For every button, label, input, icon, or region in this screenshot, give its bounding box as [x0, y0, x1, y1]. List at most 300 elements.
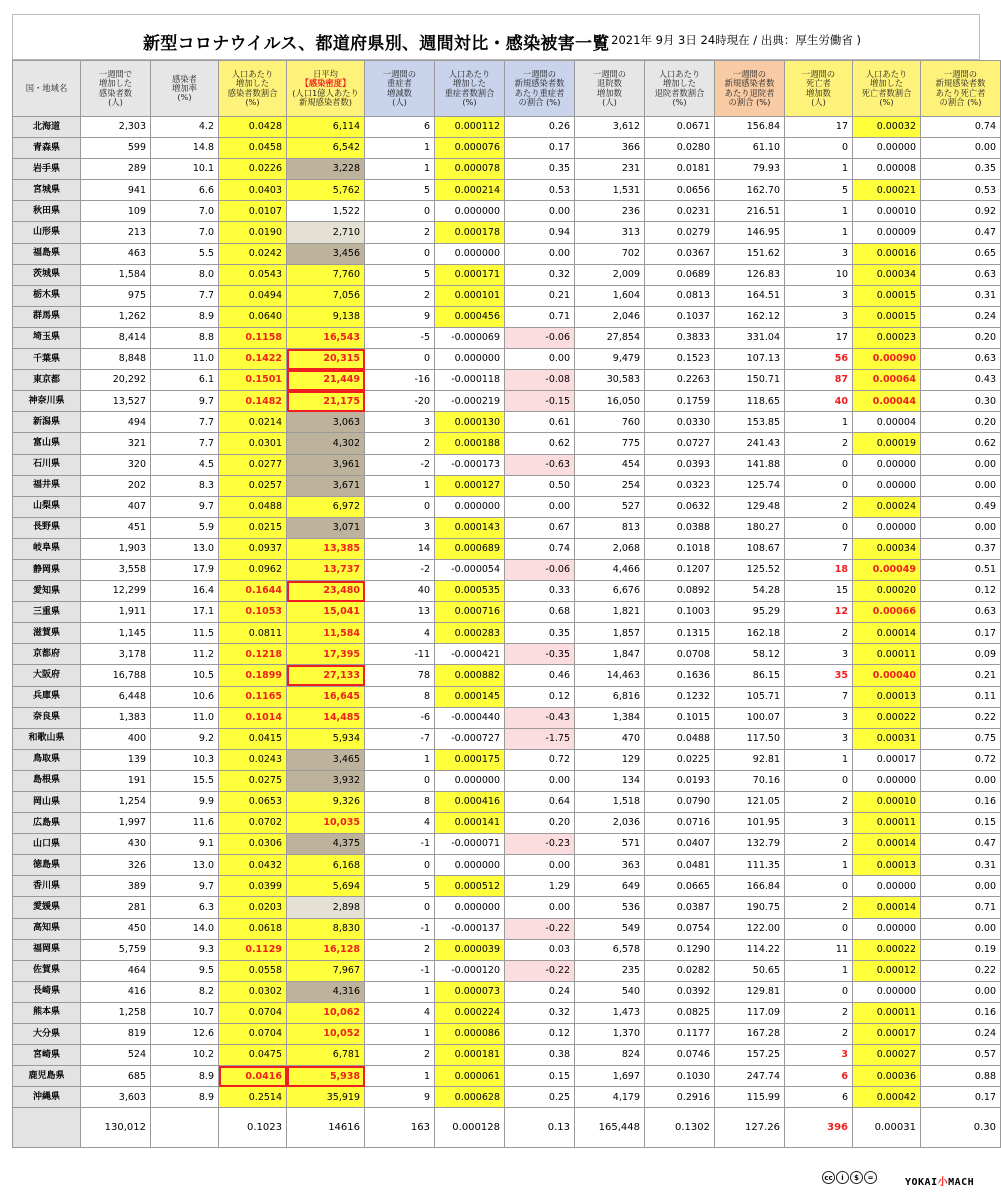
table-cell: 0.00 [505, 770, 575, 791]
header-text: (人) [108, 96, 123, 107]
table-cell: 150.71 [715, 370, 785, 391]
table-cell: 0.0107 [219, 201, 287, 222]
table-cell: 6,448 [81, 686, 151, 707]
table-cell: -0.000421 [435, 644, 505, 665]
total-cell: 130,012 [81, 1108, 151, 1148]
total-cell: 0.13 [505, 1108, 575, 1148]
table-cell: 3 [785, 644, 853, 665]
table-cell: 14.0 [151, 918, 219, 939]
table-cell: 5.9 [151, 517, 219, 538]
table-cell: 0.00011 [853, 644, 921, 665]
table-cell: 400 [81, 728, 151, 749]
table-cell: 0.37 [921, 538, 1001, 559]
table-cell: 4 [365, 1002, 435, 1023]
table-cell: 0.31 [921, 855, 1001, 876]
totals-row [13, 1108, 1001, 1148]
table-cell: 6,781 [287, 1045, 365, 1066]
table-cell: 11.5 [151, 623, 219, 644]
table-cell: 216.51 [715, 201, 785, 222]
table-cell: 5,934 [287, 728, 365, 749]
table-cell: 16,050 [575, 391, 645, 412]
table-cell: 0.1501 [219, 370, 287, 391]
total-cell: 0.00031 [853, 1108, 921, 1148]
prefecture-name: 栃木県 [13, 285, 81, 306]
table-cell: 0.11 [921, 686, 1001, 707]
table-row [13, 496, 1001, 517]
table-cell: 1 [365, 159, 435, 180]
table-cell: 0.1158 [219, 327, 287, 348]
header-text: (%) [177, 92, 192, 103]
table-cell: 95.29 [715, 602, 785, 623]
table-row [13, 1087, 1001, 1108]
table-cell: 0.00027 [853, 1045, 921, 1066]
table-cell: 8.8 [151, 327, 219, 348]
table-cell: 241.43 [715, 433, 785, 454]
table-cell: 23,480 [287, 581, 365, 602]
table-cell: 10.6 [151, 686, 219, 707]
table-cell: 0.68 [505, 602, 575, 623]
header-text: 一週間の [592, 68, 627, 79]
table-cell: 0.00000 [853, 876, 921, 897]
header-text: あたり重症者 [514, 87, 565, 98]
header-cell [575, 61, 645, 117]
table-cell: 8 [365, 792, 435, 813]
table-cell: 0.0458 [219, 138, 287, 159]
table-cell: 78 [365, 665, 435, 686]
table-cell: 0.000076 [435, 138, 505, 159]
table-cell: 0.0432 [219, 855, 287, 876]
table-cell: 1,254 [81, 792, 151, 813]
table-cell: 101.95 [715, 813, 785, 834]
table-cell: 331.04 [715, 327, 785, 348]
table-cell: 10,052 [287, 1024, 365, 1045]
table-cell: 0.00 [921, 876, 1001, 897]
table-cell: 162.18 [715, 623, 785, 644]
table-cell: 0.0937 [219, 538, 287, 559]
header-text: の割合 (%) [518, 96, 561, 107]
table-cell: 16,128 [287, 939, 365, 960]
header-text: 重症者 [387, 78, 412, 89]
table-cell: 0.67 [505, 517, 575, 538]
table-row [13, 201, 1001, 222]
table-row [13, 707, 1001, 728]
table-cell: 0.1218 [219, 644, 287, 665]
table-cell: 819 [81, 1024, 151, 1045]
table-cell: 0.22 [921, 707, 1001, 728]
prefecture-name: 愛媛県 [13, 897, 81, 918]
table-cell: 0.00000 [853, 475, 921, 496]
table-cell: 7.7 [151, 433, 219, 454]
header-text: 新規感染者数) [298, 96, 353, 107]
table-cell: 3 [785, 813, 853, 834]
table-cell: 50.65 [715, 960, 785, 981]
header-text: 人口あたり [448, 68, 491, 79]
table-cell: 7 [785, 538, 853, 559]
table-cell: 0.00015 [853, 285, 921, 306]
brand-right: MACH [948, 1177, 975, 1188]
table-cell: 87 [785, 370, 853, 391]
table-cell: -0.000071 [435, 834, 505, 855]
table-cell: 6 [365, 117, 435, 138]
cc-by-icon: i [836, 1171, 849, 1184]
table-cell: -0.63 [505, 454, 575, 475]
table-cell: 2,898 [287, 897, 365, 918]
brand-logo [905, 1173, 974, 1188]
table-cell: 12,299 [81, 581, 151, 602]
table-cell: 16,543 [287, 327, 365, 348]
table-cell: 0.30 [921, 391, 1001, 412]
table-cell: 247.74 [715, 1066, 785, 1087]
table-row [13, 665, 1001, 686]
table-cell: 54.28 [715, 581, 785, 602]
table-row [13, 960, 1001, 981]
table-cell: 0.00019 [853, 433, 921, 454]
table-cell: 649 [575, 876, 645, 897]
table-cell: 0.65 [921, 243, 1001, 264]
table-cell: 0.75 [921, 728, 1001, 749]
table-cell: 3,063 [287, 412, 365, 433]
cc-nc-icon: $ [850, 1171, 863, 1184]
table-cell: 5.5 [151, 243, 219, 264]
prefecture-name: 香川県 [13, 876, 81, 897]
table-cell: 0.20 [505, 813, 575, 834]
table-cell: 0.2514 [219, 1087, 287, 1108]
table-cell: 0.000112 [435, 117, 505, 138]
header-text: 新規感染者数 [514, 78, 565, 89]
table-cell: 0.00008 [853, 159, 921, 180]
table-cell: 6,816 [575, 686, 645, 707]
table-cell: 17 [785, 117, 853, 138]
table-row [13, 792, 1001, 813]
table-cell: 0.0257 [219, 475, 287, 496]
total-cell: 0.1302 [645, 1108, 715, 1148]
table-cell: 0.0653 [219, 792, 287, 813]
table-cell: 2 [785, 496, 853, 517]
table-cell: 20,315 [287, 349, 365, 370]
table-cell: 125.52 [715, 559, 785, 580]
table-cell: 13,385 [287, 538, 365, 559]
table-row [13, 1066, 1001, 1087]
table-cell: 430 [81, 834, 151, 855]
prefecture-name: 茨城県 [13, 264, 81, 285]
table-row [13, 581, 1001, 602]
table-cell: 8.9 [151, 1087, 219, 1108]
table-cell: 7.7 [151, 285, 219, 306]
table-cell: 9.7 [151, 496, 219, 517]
total-cell: 127.26 [715, 1108, 785, 1148]
table-cell: 1,383 [81, 707, 151, 728]
table-cell: 0.35 [505, 623, 575, 644]
table-cell: 0.0415 [219, 728, 287, 749]
table-cell: 0.000175 [435, 749, 505, 770]
table-cell: 321 [81, 433, 151, 454]
table-cell: 536 [575, 897, 645, 918]
table-cell: 10.2 [151, 1045, 219, 1066]
header-cell [365, 61, 435, 117]
header-text: 感染者 [172, 73, 197, 84]
table-cell: -0.35 [505, 644, 575, 665]
table-cell: 0.35 [921, 159, 1001, 180]
table-cell: 0 [785, 517, 853, 538]
table-cell: 775 [575, 433, 645, 454]
table-cell: 0.74 [921, 117, 1001, 138]
table-cell: 2 [785, 1002, 853, 1023]
table-cell: -0.06 [505, 327, 575, 348]
table-cell: 0.0282 [645, 960, 715, 981]
table-cell: 27,133 [287, 665, 365, 686]
table-cell: 1,911 [81, 602, 151, 623]
table-cell: 0.0416 [219, 1066, 287, 1087]
prefecture-name: 富山県 [13, 433, 81, 454]
table-cell: 0.0640 [219, 306, 287, 327]
table-cell: 0.1030 [645, 1066, 715, 1087]
table-cell: 7,967 [287, 960, 365, 981]
table-cell: 685 [81, 1066, 151, 1087]
table-cell: 0.1037 [645, 306, 715, 327]
table-cell: 1,473 [575, 1002, 645, 1023]
table-cell: 0.000283 [435, 623, 505, 644]
table-cell: 0.92 [921, 201, 1001, 222]
table-cell: -0.000219 [435, 391, 505, 412]
table-cell: 0.22 [921, 960, 1001, 981]
table-cell: 0.1290 [645, 939, 715, 960]
table-cell: 416 [81, 981, 151, 1002]
table-cell: 0.00032 [853, 117, 921, 138]
table-cell: 0.00000 [853, 138, 921, 159]
table-cell: 0.46 [505, 665, 575, 686]
header-text: 退院者数割合 [654, 87, 705, 98]
table-cell: 0.00022 [853, 939, 921, 960]
table-cell: 0.000188 [435, 433, 505, 454]
table-cell: -6 [365, 707, 435, 728]
prefecture-name: 石川県 [13, 454, 81, 475]
table-cell: 9.5 [151, 960, 219, 981]
prefecture-name: 京都府 [13, 644, 81, 665]
prefecture-name: 神奈川県 [13, 391, 81, 412]
prefecture-name: 宮城県 [13, 180, 81, 201]
table-cell: 6 [785, 1066, 853, 1087]
table-cell: 5,759 [81, 939, 151, 960]
table-row [13, 538, 1001, 559]
prefecture-name: 滋賀県 [13, 623, 81, 644]
table-cell: 27,854 [575, 327, 645, 348]
table-cell: 0.35 [505, 159, 575, 180]
table-cell: 1 [365, 138, 435, 159]
prefecture-name: 福岡県 [13, 939, 81, 960]
header-text: 日平均 [313, 68, 338, 79]
table-cell: 549 [575, 918, 645, 939]
table-cell: 0.1207 [645, 559, 715, 580]
table-cell: 1,262 [81, 306, 151, 327]
title-bar [12, 14, 980, 60]
table-cell: 1 [785, 222, 853, 243]
table-cell: 0.17 [505, 138, 575, 159]
total-cell: 165,448 [575, 1108, 645, 1148]
table-cell: 0.63 [921, 349, 1001, 370]
table-cell: 1 [785, 960, 853, 981]
table-cell: 0.0494 [219, 285, 287, 306]
table-row [13, 138, 1001, 159]
table-row [13, 686, 1001, 707]
table-cell: 1,697 [575, 1066, 645, 1087]
table-row [13, 559, 1001, 580]
header-text: 一週間の [943, 68, 978, 79]
header-text: の割合 (%) [939, 96, 982, 107]
table-cell: 139 [81, 749, 151, 770]
table-cell: 3,178 [81, 644, 151, 665]
table-cell: 10.7 [151, 1002, 219, 1023]
table-cell: 0.16 [921, 792, 1001, 813]
prefecture-name: 岩手県 [13, 159, 81, 180]
table-cell: 0.0393 [645, 454, 715, 475]
table-cell: 118.65 [715, 391, 785, 412]
table-cell: 0.1482 [219, 391, 287, 412]
table-cell: 0 [785, 770, 853, 791]
header-text: 一週間の [522, 68, 557, 79]
table-cell: 0.00 [505, 201, 575, 222]
table-cell: 14 [365, 538, 435, 559]
table-cell: 3,456 [287, 243, 365, 264]
table-cell: 6,972 [287, 496, 365, 517]
table-cell: 0.43 [921, 370, 1001, 391]
table-cell: 363 [575, 855, 645, 876]
table-row [13, 159, 1001, 180]
table-cell: 407 [81, 496, 151, 517]
table-cell: 0.0558 [219, 960, 287, 981]
table-cell: 21,449 [287, 370, 365, 391]
table-cell: 4,375 [287, 834, 365, 855]
table-cell: 0.0367 [645, 243, 715, 264]
table-cell: 3,932 [287, 770, 365, 791]
header-cell [853, 61, 921, 117]
table-cell: 5 [365, 264, 435, 285]
table-cell: 13 [365, 602, 435, 623]
table-cell: 0.1523 [645, 349, 715, 370]
table-cell: 0.1177 [645, 1024, 715, 1045]
table-cell: 0.1015 [645, 707, 715, 728]
header-text: 増加した [98, 78, 133, 89]
table-cell: 9.9 [151, 792, 219, 813]
table-cell: 117.09 [715, 1002, 785, 1023]
table-cell: 0.00004 [853, 412, 921, 433]
table-cell: 156.84 [715, 117, 785, 138]
table-cell: 1 [365, 1066, 435, 1087]
table-cell: 0.0488 [219, 496, 287, 517]
table-cell: 9,326 [287, 792, 365, 813]
table-cell: 0.00024 [853, 496, 921, 517]
table-cell: -0.22 [505, 960, 575, 981]
table-cell: 0.88 [921, 1066, 1001, 1087]
table-cell: 0.0399 [219, 876, 287, 897]
table-cell: 6 [785, 1087, 853, 1108]
table-cell: 3,603 [81, 1087, 151, 1108]
table-cell: 366 [575, 138, 645, 159]
table-cell: 0.0671 [645, 117, 715, 138]
table-cell: 0.2916 [645, 1087, 715, 1108]
table-cell: -1 [365, 960, 435, 981]
table-cell: 0.000127 [435, 475, 505, 496]
table-cell: 5 [365, 876, 435, 897]
table-cell: 1 [785, 159, 853, 180]
table-cell: 8.2 [151, 981, 219, 1002]
table-cell: 0.000000 [435, 496, 505, 517]
header-row [13, 61, 1001, 117]
table-cell: 0.71 [505, 306, 575, 327]
table-cell: 0.12 [505, 1024, 575, 1045]
table-cell: 464 [81, 960, 151, 981]
table-row [13, 391, 1001, 412]
table-cell: 0.1165 [219, 686, 287, 707]
table-cell: 58.12 [715, 644, 785, 665]
table-cell: 202 [81, 475, 151, 496]
table-cell: 7,760 [287, 264, 365, 285]
table-cell: 0.31 [921, 285, 1001, 306]
table-row [13, 876, 1001, 897]
table-cell: 0.00023 [853, 327, 921, 348]
table-cell: 0.000078 [435, 159, 505, 180]
table-row [13, 222, 1001, 243]
prefecture-name: 高知県 [13, 918, 81, 939]
table-cell: 0.00090 [853, 349, 921, 370]
table-cell: 0.000145 [435, 686, 505, 707]
table-cell: 20,292 [81, 370, 151, 391]
table-cell: 0.0962 [219, 559, 287, 580]
cc-cc-icon: cc [822, 1171, 835, 1184]
table-cell: 1,604 [575, 285, 645, 306]
table-cell: 5,694 [287, 876, 365, 897]
table-cell: 0.000416 [435, 792, 505, 813]
table-cell: 0.47 [921, 222, 1001, 243]
table-cell: 0 [785, 918, 853, 939]
table-cell: 599 [81, 138, 151, 159]
table-cell: 0.38 [505, 1045, 575, 1066]
prefecture-name: 広島県 [13, 813, 81, 834]
table-cell: 4.5 [151, 454, 219, 475]
table-cell: 0.00 [921, 770, 1001, 791]
table-cell: 235 [575, 960, 645, 981]
table-cell: 0 [785, 981, 853, 1002]
table-cell: 126.83 [715, 264, 785, 285]
total-cell: 0.30 [921, 1108, 1001, 1148]
table-cell: 470 [575, 728, 645, 749]
table-cell: 0.00034 [853, 264, 921, 285]
header-text: 【感染密度】 [300, 78, 351, 89]
table-cell: 0.1315 [645, 623, 715, 644]
table-cell: 0.00020 [853, 581, 921, 602]
prefecture-name: 奈良県 [13, 707, 81, 728]
table-cell: 0.15 [505, 1066, 575, 1087]
table-cell: 17.1 [151, 602, 219, 623]
table-cell: 16,645 [287, 686, 365, 707]
table-cell: 1 [365, 1024, 435, 1045]
page-subtitle: ( 2021年 9月 3日 24時現在 / 出典：厚生労働省 ) [603, 33, 861, 47]
table-cell: 151.62 [715, 243, 785, 264]
table-cell: 1,518 [575, 792, 645, 813]
table-cell: 0.000535 [435, 581, 505, 602]
table-cell: 0 [365, 201, 435, 222]
table-cell: 17.9 [151, 559, 219, 580]
table-cell: 2 [785, 834, 853, 855]
table-cell: 0.0215 [219, 517, 287, 538]
table-cell: 15 [785, 581, 853, 602]
table-cell: 3,961 [287, 454, 365, 475]
header-text: 増加した [869, 78, 904, 89]
table-row [13, 285, 1001, 306]
table-cell: 3 [785, 707, 853, 728]
table-cell: 3,612 [575, 117, 645, 138]
table-cell: 0.0280 [645, 138, 715, 159]
table-cell: -7 [365, 728, 435, 749]
